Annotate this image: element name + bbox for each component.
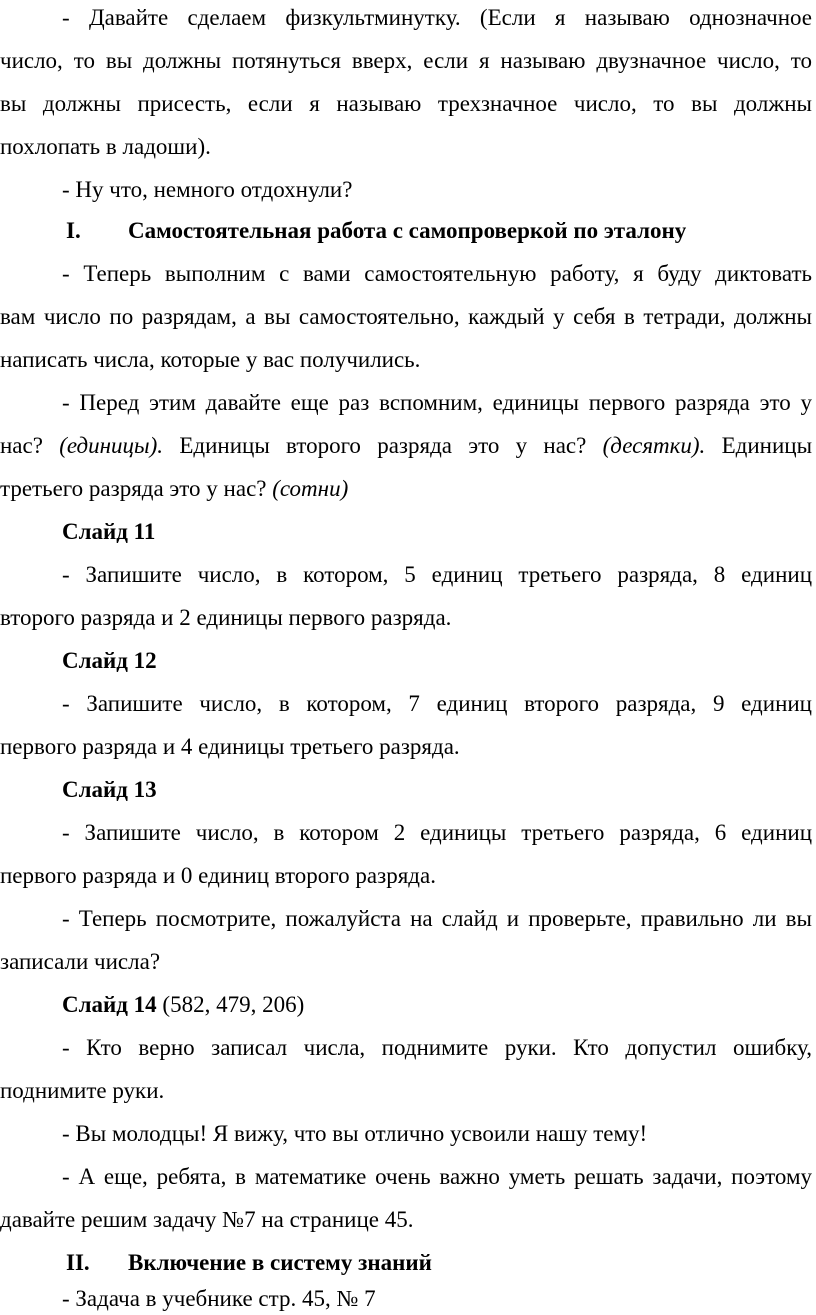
heading-text: Самостоятельная работа с самопроверкой по эталону: [128, 218, 687, 243]
section-heading: [0, 215, 812, 247]
text-line: написать числа, которые у вас получились.: [0, 347, 421, 372]
text-line: поднимите руки.: [0, 1078, 165, 1103]
text-line: - Кто верно записал числа, поднимите руки. Кто допустил ошибку,: [62, 1035, 812, 1060]
heading-number: II.: [66, 1250, 90, 1275]
italic-answer: (сотни): [272, 476, 349, 501]
text-line: - Вы молодцы! Я вижу, что вы отлично усвоили нашу тему!: [62, 1121, 648, 1146]
text-line: - А еще, ребята, в математике очень важно уметь решать задачи, поэтому: [62, 1164, 812, 1189]
slide-title-line: [0, 989, 812, 1021]
text-line: - Задача в учебнике стр. 45, № 7: [62, 1286, 376, 1311]
text-line: - Ну что, немного отдохнули?: [62, 177, 353, 202]
heading-text: Включение в систему знаний: [128, 1250, 432, 1275]
italic-answer: (единицы).: [59, 433, 164, 458]
text-line: записали числа?: [0, 949, 161, 974]
text-line: - Давайте сделаем физкультминутку. (Если я называю однозначное: [62, 5, 812, 30]
text-line: похлопать в ладоши).: [0, 134, 211, 159]
slide-title: Слайд 12: [62, 648, 157, 673]
text-line: - Теперь выполним с вами самостоятельную работу, я буду диктовать: [62, 261, 812, 286]
text-fragment: Единицы: [721, 433, 813, 458]
text-line: [0, 473, 812, 505]
text-line: первого разряда и 0 единиц второго разряда.: [0, 863, 436, 888]
section-heading: [0, 1247, 812, 1279]
text-fragment: третьего разряда это у нас?: [0, 476, 267, 501]
slide-title: Слайд 14: [62, 992, 157, 1017]
text-line: второго разряда и 2 единицы первого разряда.: [0, 605, 452, 630]
heading-number: I.: [66, 218, 81, 243]
text-line: - Запишите число, в котором, 5 единиц третьего разряда, 8 единиц: [62, 562, 812, 587]
text-line: - Запишите число, в котором 2 единицы третьего разряда, 6 единиц: [62, 820, 812, 845]
text-line: [0, 430, 812, 462]
slide-title: Слайд 13: [62, 777, 157, 802]
text-fragment: нас?: [0, 433, 43, 458]
text-line: - Теперь посмотрите, пожалуйста на слайд и проверьте, правильно ли вы: [62, 906, 812, 931]
text-line: - Запишите число, в котором, 7 единиц второго разряда, 9 единиц: [62, 691, 812, 716]
text-line: давайте решим задачу №7 на странице 45.: [0, 1207, 414, 1232]
text-line: число, то вы должны потянуться вверх, если я называю двузначное число, то: [0, 48, 812, 73]
text-line: вы должны присесть, если я называю трехзначное число, то вы должны: [0, 91, 812, 116]
text-line: - Перед этим давайте еще раз вспомним, единицы первого разряда это у: [62, 390, 812, 415]
slide-title: Слайд 11: [62, 519, 156, 544]
text-line: первого разряда и 4 единицы третьего разряда.: [0, 734, 460, 759]
italic-answer: (десятки).: [602, 433, 706, 458]
slide-answers: (582, 479, 206): [162, 992, 305, 1017]
text-fragment: Единицы второго разряда это у нас?: [179, 433, 587, 458]
text-line: вам число по разрядам, а вы самостоятельно, каждый у себя в тетради, должны: [0, 304, 812, 329]
